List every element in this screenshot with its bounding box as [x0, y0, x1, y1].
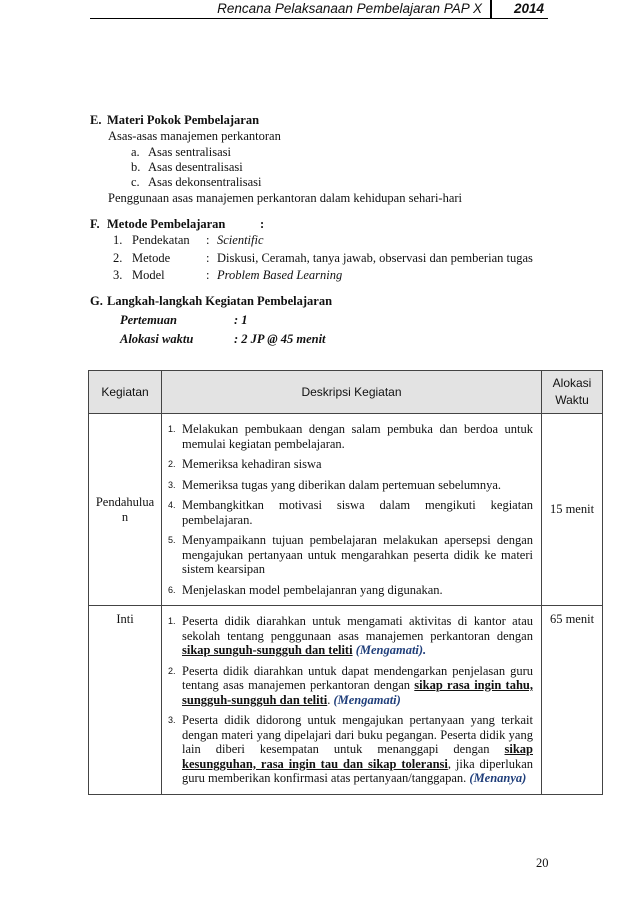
list-item — [168, 664, 533, 708]
row-description — [162, 414, 542, 606]
attitude-emphasis: sikap rasa ingin tahu, sungguh-sungguh dan teliti — [182, 678, 533, 707]
step-number: 3. — [168, 479, 176, 490]
step-text: Menyampaikann tujuan pembelajaran melakukan apersepsi dengan mengajukan pertanyaan untuk mengarahkan peserta didik ke materi sistem kearsipan — [182, 533, 533, 576]
list-item — [168, 713, 533, 786]
step-number: 2. — [168, 665, 176, 676]
step-text: Melakukan pembukaan dengan salam pembuka dan berdoa untuk memulai kegiatan pembelajaran. — [182, 422, 533, 451]
header-year: 2014 — [513, 1, 544, 16]
step-text: Memeriksa kehadiran siswa — [182, 457, 322, 471]
method-row-value: Diskusi, Ceramah, tanya jawab, observasi dan pemberian tugas — [217, 251, 533, 265]
section-e-item-marker: b. — [131, 160, 141, 174]
activity-tag: (Mengamati) — [333, 692, 401, 707]
step-text: Membangkitkan motivasi siswa dalam mengikuti kegiatan pembelajaran. — [182, 498, 533, 527]
step-number: 1. — [168, 616, 176, 626]
step-text: Peserta didik diarahkan untuk dapat mendengarkan penjelasan guru tentang asas manajemen perkantoran dengan — [182, 663, 533, 692]
method-row-value: Scientific — [217, 233, 264, 247]
section-e-item: Asas desentralisasi — [148, 160, 243, 174]
method-row-label: Model — [132, 268, 165, 282]
step-number: 5. — [168, 535, 176, 545]
row-time: 15 menit — [542, 414, 603, 606]
table-header-row — [89, 371, 603, 414]
page-number: 20 — [536, 856, 549, 870]
list-item — [168, 498, 533, 527]
step-number: 4. — [168, 500, 176, 510]
section-f-colon: : — [260, 217, 265, 231]
method-row-sep: : — [206, 251, 210, 265]
section-e-title: Materi Pokok Pembelajaran — [107, 113, 260, 127]
time-label: Alokasi waktu — [120, 332, 194, 346]
list-item — [168, 583, 533, 598]
header-title: Rencana Pelaksanaan Pembelajaran PAP X — [217, 1, 482, 16]
table-row — [89, 414, 603, 606]
section-f-title: Metode Pembelajaran — [107, 217, 226, 231]
section-e-closing: Penggunaan asas manajemen perkantoran dalam kehidupan sehari-hari — [108, 191, 463, 205]
activity-name-line: n — [121, 509, 129, 524]
method-row-sep: : — [206, 268, 210, 282]
activity-tag: (Menanya) — [469, 771, 527, 785]
step-text: Memeriksa tugas yang diberikan dalam pertemuan sebelumnya. — [182, 477, 501, 492]
activity-table — [88, 370, 603, 795]
method-row-label: Metode — [132, 251, 171, 265]
meeting-label: Pertemuan — [120, 313, 177, 327]
table-row — [89, 606, 603, 795]
step-number: 6. — [168, 584, 176, 595]
list-item — [168, 533, 533, 577]
header-divider — [490, 0, 492, 18]
section-e-item: Asas dekonsentralisasi — [148, 175, 262, 189]
activity-name-line: Pendahulua — [95, 494, 155, 509]
method-row-num: 3. — [113, 268, 123, 282]
activity-tag: (Mengamati). — [355, 643, 427, 657]
header-kegiatan: Kegiatan — [89, 371, 162, 414]
step-number: 1. — [168, 424, 176, 434]
list-item — [168, 614, 533, 658]
row-activity-name: Inti — [89, 606, 162, 795]
list-item — [168, 478, 533, 493]
section-e-letter: E. — [90, 113, 102, 127]
step-text: Peserta didik didorong untuk mengajukan pertanyaan yang terkait dengan materi yang dipelajari dari buku pegangan. Peserta didik yang lain diberi kesempatan untuk menanggapi dengan — [182, 713, 533, 756]
step-text: Peserta didik diarahkan untuk mengamati aktivitas di kantor atau sekolah tentang penggunaan asas manajemen perkantoran dengan — [182, 614, 533, 643]
section-g-letter: G. — [90, 294, 103, 308]
method-row-label: Pendekatan — [132, 233, 190, 247]
method-row-num: 2. — [113, 251, 123, 265]
header-alokasi-line: Waktu — [555, 393, 589, 407]
section-e-intro: Asas-asas manajemen perkantoran — [108, 129, 281, 143]
step-text: . — [327, 692, 334, 707]
time-value: : 2 JP @ 45 menit — [234, 332, 326, 346]
attitude-emphasis: sikap kesungguhan, rasa ingin tau dan sikap toleransi — [182, 742, 533, 771]
page-header — [90, 0, 548, 19]
meeting-value: : 1 — [234, 313, 248, 327]
list-item — [168, 422, 533, 451]
section-e-item-marker: c. — [131, 175, 140, 189]
row-time: 65 menit — [542, 606, 603, 795]
header-alokasi — [542, 371, 603, 414]
step-number: 2. — [168, 459, 176, 469]
step-text: Menjelaskan model pembelajanran yang digunakan. — [182, 582, 443, 597]
step-number: 3. — [168, 715, 176, 725]
row-description — [162, 606, 542, 795]
section-e-item: Asas sentralisasi — [148, 145, 231, 159]
row-activity-name — [89, 414, 162, 606]
step-text: , jika diperlukan guru memberikan konfirmasi atas pertanyaan/tanggapan. — [182, 756, 533, 785]
section-g-title: Langkah-langkah Kegiatan Pembelajaran — [107, 294, 333, 308]
method-row-value: Problem Based Learning — [217, 268, 343, 282]
method-row-sep: : — [206, 233, 210, 247]
header-deskripsi: Deskripsi Kegiatan — [162, 371, 542, 414]
section-f-letter: F. — [90, 217, 100, 231]
header-alokasi-line: Alokasi — [552, 376, 592, 390]
section-e-item-marker: a. — [131, 145, 140, 159]
list-item — [168, 457, 533, 472]
method-row-num: 1. — [113, 233, 123, 247]
attitude-emphasis: sikap sunguh-sungguh dan teliti — [182, 643, 353, 657]
